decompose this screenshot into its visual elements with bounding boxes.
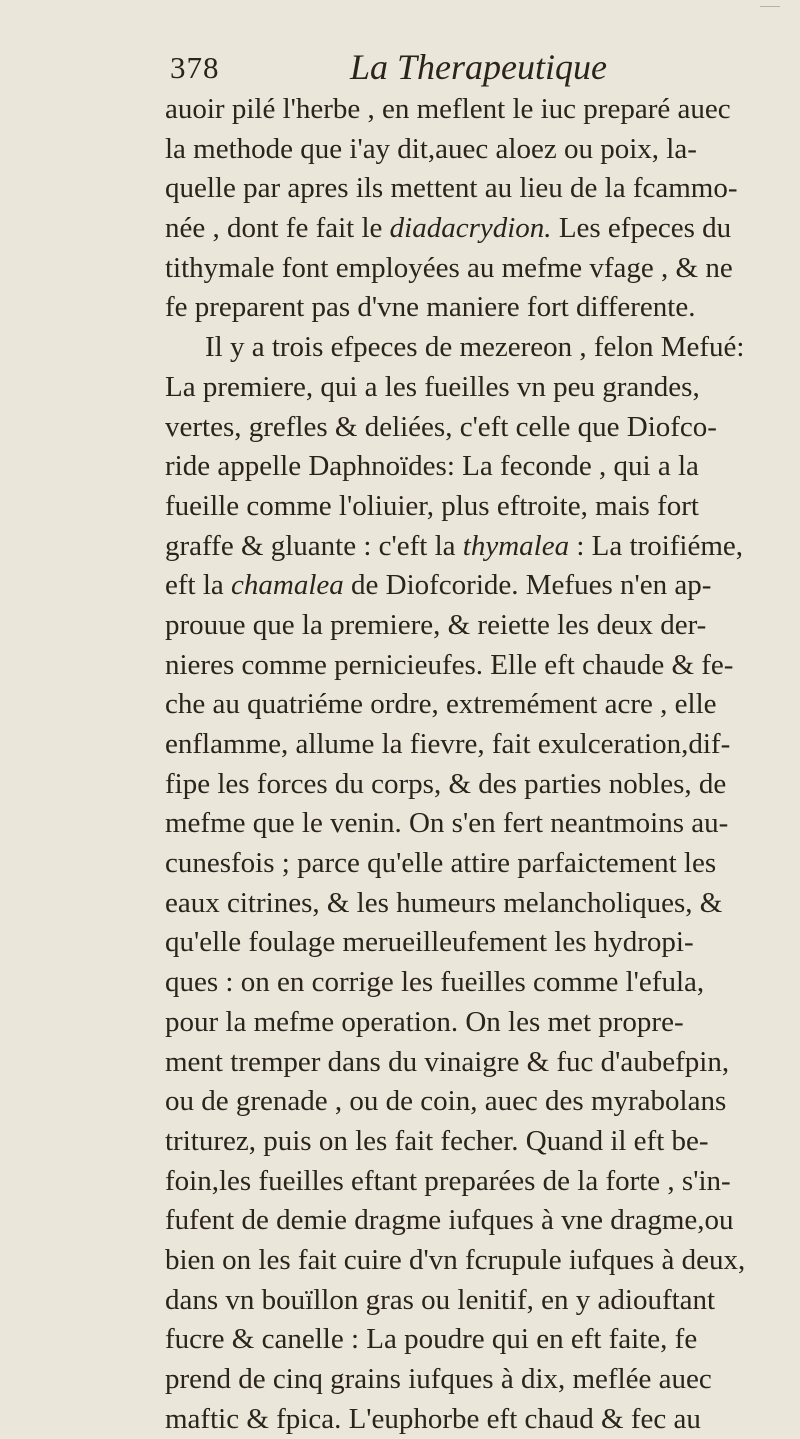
text-line: ride appelle Daphnoïdes: La feconde , qui a la xyxy=(165,450,699,483)
text-line: enflamme, allume la fievre, fait exulceration,dif- xyxy=(165,728,731,760)
text-segment: de Diofcoride. Mefues n'en ap- xyxy=(343,569,712,602)
text-line: vertes, grefles & deliées, c'eft celle que Diofco- xyxy=(165,410,717,443)
page-header xyxy=(170,44,770,90)
text-line: fe preparent pas d'vne maniere fort differente. xyxy=(165,291,696,324)
text-segment: : La troifiéme, xyxy=(569,529,744,562)
body-text xyxy=(165,90,775,1439)
text-line: fueille comme l'oliuier, plus eftroite, mais fort xyxy=(165,489,699,522)
italic-term: diadacrydion. xyxy=(389,212,552,245)
text-line xyxy=(165,527,775,567)
text-line: foin,les fueilles eftant preparées de la forte , s'in- xyxy=(165,1164,731,1197)
text-segment: eft la xyxy=(165,569,232,602)
text-line: mefme que le venin. On s'en fert neantmoins au- xyxy=(165,807,729,840)
text-line: la methode que i'ay dit,auec aloez ou poix, la- xyxy=(165,132,697,165)
text-line: qu'elle foulage merueilleufement les hydropi- xyxy=(165,926,694,959)
text-line: quelle par apres ils mettent au lieu de la fcammo- xyxy=(165,172,738,205)
text-line: fucre & canelle : La poudre qui en eft faite, fe xyxy=(165,1323,698,1356)
text-line: ou de grenade , ou de coin, auec des myrabolans xyxy=(165,1085,727,1118)
text-line: Il y a trois efpeces de mezereon , felon Mefué: xyxy=(205,331,745,364)
running-title: La Therapeutique xyxy=(350,47,607,87)
text-line: La premiere, qui a les fueilles vn peu grandes, xyxy=(165,370,700,403)
text-line: ment tremper dans du vinaigre & fuc d'aubefpin, xyxy=(165,1045,730,1078)
italic-term: chamalea xyxy=(231,569,344,602)
text-line: dans vn bouïllon gras ou lenitif, en y adiouftant xyxy=(165,1283,716,1316)
text-line: triturez, puis on les fait fecher. Quand il eft be- xyxy=(165,1124,709,1157)
text-line: bien on les fait cuire d'vn fcrupule iufques à deux, xyxy=(165,1243,746,1276)
text-line: auoir pilé l'herbe , en meflent le iuc preparé auec xyxy=(165,93,731,125)
page-number: 378 xyxy=(170,50,220,85)
text-line: pour la mefme operation. On les met propre- xyxy=(165,1005,684,1038)
text-line xyxy=(165,566,775,606)
text-line: che au quatriéme ordre, extremément acre , elle xyxy=(165,688,717,721)
text-line: nieres comme pernicieufes. Elle eft chaude & fe- xyxy=(165,648,734,681)
text-line: prend de cinq grains iufques à dix, meflée auec xyxy=(165,1363,712,1395)
text-line: cunesfois ; parce qu'elle attire parfaictement les xyxy=(165,847,717,880)
text-line: eaux citrines, & les humeurs melancholiques, & xyxy=(165,886,723,919)
text-line: tithymale font employées au mefme vfage , & ne xyxy=(165,251,733,284)
text-line: fipe les forces du corps, & des parties nobles, de xyxy=(165,767,727,800)
text-line: ques : on en corrige les fueilles comme l'efula, xyxy=(165,966,705,999)
page-mark xyxy=(760,0,780,7)
text-line: maftic & fpica. L'euphorbe eft chaud & fec au xyxy=(165,1402,701,1435)
text-segment: graffe & gluante : c'eft la xyxy=(165,529,463,562)
text-segment: née , dont fe fait le xyxy=(165,212,390,245)
text-line xyxy=(165,209,775,249)
text-segment: Les efpeces du xyxy=(551,212,732,245)
text-line: fufent de demie dragme iufques à vne dragme,ou xyxy=(165,1204,734,1237)
italic-term: thymalea xyxy=(462,529,570,562)
text-line: prouue que la premiere, & reiette les deux der- xyxy=(165,608,707,641)
